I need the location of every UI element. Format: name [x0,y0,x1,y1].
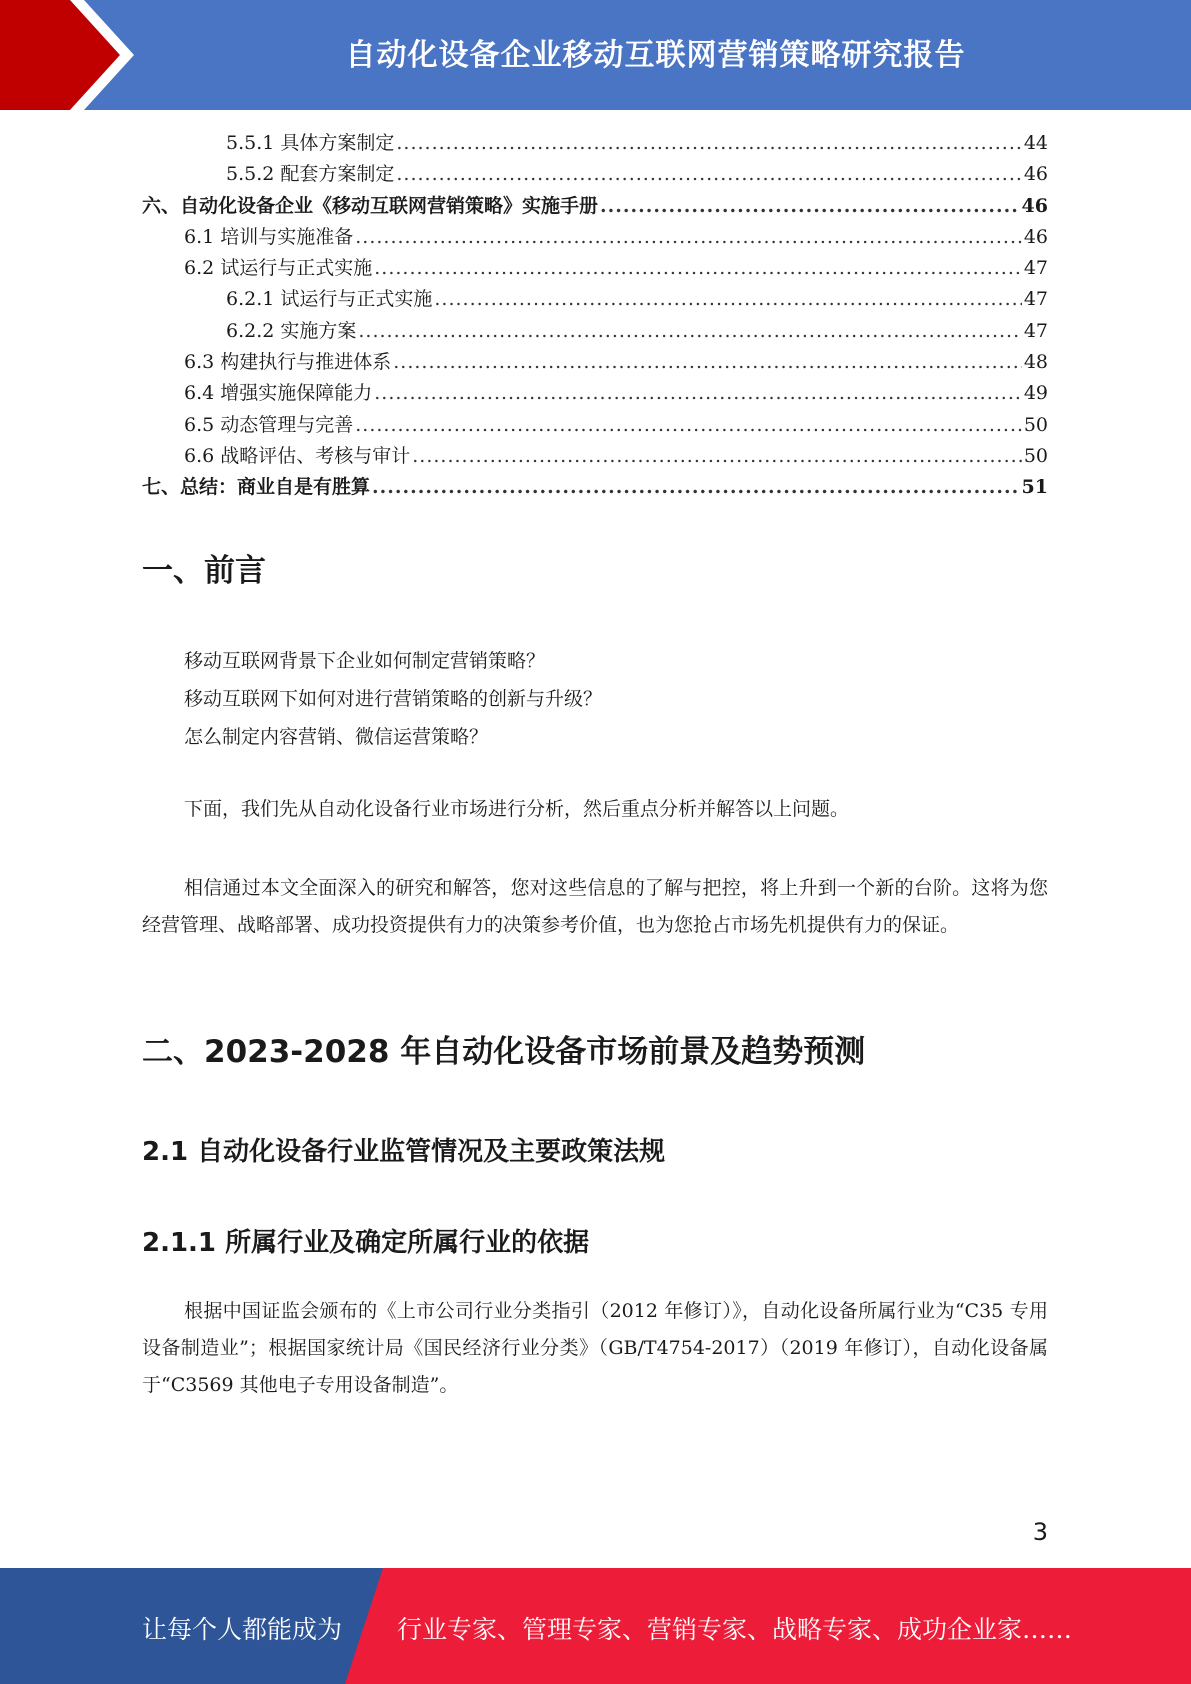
toc-leader [374,378,1022,409]
toc-entry-label: 六、自动化设备企业《移动互联网营销策略》实施手册 [142,194,599,217]
toc-entry-label: 5.5.2 配套方案制定 [226,163,395,186]
toc-entry-label: 6.2 试运行与正式实施 [184,257,373,280]
toc-entry-label: 6.2.2 实施方案 [226,319,357,342]
toc-leader [358,316,1021,347]
subsection-heading: 2.1 自动化设备行业监管情况及主要政策法规 [142,1137,666,1167]
question-line: 移动互联网下如何对进行营销策略的创新与升级？ [184,688,603,710]
toc-entry[interactable] [142,472,1048,503]
toc-leader [434,284,1021,315]
toc-leader [355,410,1022,441]
toc-entry[interactable] [142,347,1048,378]
toc-entry-label: 6.3 构建执行与推进体系 [184,351,392,374]
toc-leader [355,222,1022,253]
toc-leader [396,128,1021,159]
toc-page-number: 46 [1021,194,1048,217]
body-paragraph: 下面，我们先从自动化设备行业市场进行分析，然后重点分析并解答以上问题。 [184,798,850,820]
toc-leader [412,441,1022,472]
toc-leader [393,347,1022,378]
toc-entry[interactable] [142,222,1048,253]
toc-page-number: 51 [1021,476,1048,499]
toc-entry-label: 6.1 培训与实施准备 [184,225,354,248]
question-line: 怎么制定内容营销、微信运营策略？ [184,726,489,748]
toc-entry-label: 6.6 战略评估、考核与审计 [184,444,411,467]
footer-slogan-right: 行业专家、管理专家、营销专家、战略专家、成功企业家…… [397,1615,1073,1644]
subsection-heading: 2.1.1 所属行业及确定所属行业的依据 [142,1228,590,1258]
table-of-contents [142,128,1048,504]
toc-page-number: 44 [1023,132,1048,154]
question-line: 移动互联网背景下企业如何制定营销策略？ [184,650,546,672]
toc-entry[interactable] [142,316,1048,347]
section-heading-preface: 一、前言 [142,553,266,589]
toc-entry[interactable] [142,378,1048,409]
red-chevron-graphic [0,0,150,110]
toc-entry[interactable] [142,159,1048,190]
toc-entry[interactable] [142,410,1048,441]
section-heading-market-forecast: 二、2023-2028 年自动化设备市场前景及趋势预测 [142,1034,866,1070]
toc-entry[interactable] [142,441,1048,472]
toc-entry[interactable] [142,284,1048,315]
toc-entry-label: 6.2.1 试运行与正式实施 [226,288,433,311]
toc-page-number: 46 [1023,163,1048,186]
toc-entry[interactable] [142,191,1048,222]
toc-entry-label: 6.4 增强实施保障能力 [184,382,373,405]
toc-page-number: 47 [1023,319,1048,342]
page-number: 3 [1032,1518,1048,1546]
toc-page-number: 49 [1023,382,1048,405]
body-paragraph: 相信通过本文全面深入的研究和解答，您对这些信息的了解与把控，将上升到一个新的台阶。这将为您经营管理、战略部署、成功投资提供有力的决策参考价值，也为您抢占市场先机提供有力的保证。 [142,877,1048,936]
toc-entry-label: 6.5 动态管理与完善 [184,413,354,436]
toc-entry-label: 5.5.1 具体方案制定 [226,132,395,154]
toc-leader [374,253,1022,284]
page-footer [0,1568,1191,1684]
report-title: 自动化设备企业移动互联网营销策略研究报告 [345,38,966,73]
page-header [0,0,1191,110]
toc-entry-label: 七、总结：商业自是有胜算 [142,476,371,499]
toc-leader [600,191,1020,222]
toc-page-number: 47 [1023,257,1048,280]
toc-page-number: 50 [1023,444,1048,467]
toc-page-number: 50 [1023,413,1048,436]
toc-leader [372,472,1020,503]
toc-page-number: 47 [1023,288,1048,311]
toc-entry[interactable] [142,128,1048,159]
toc-leader [396,159,1021,190]
toc-page-number: 46 [1023,225,1048,248]
footer-slogan-left: 让每个人都能成为 [142,1615,343,1644]
body-paragraph: 根据中国证监会颁布的《上市公司行业分类指引（2012 年修订）》，自动化设备所属行业为“C35 专用设备制造业”；根据国家统计局《国民经济行业分类》（GB/T4754-2017）（2019 年修订），自动化设备属于“C3569 其他电子专用设备制造”。 [142,1300,1048,1396]
toc-entry[interactable] [142,253,1048,284]
toc-page-number: 48 [1023,351,1048,374]
